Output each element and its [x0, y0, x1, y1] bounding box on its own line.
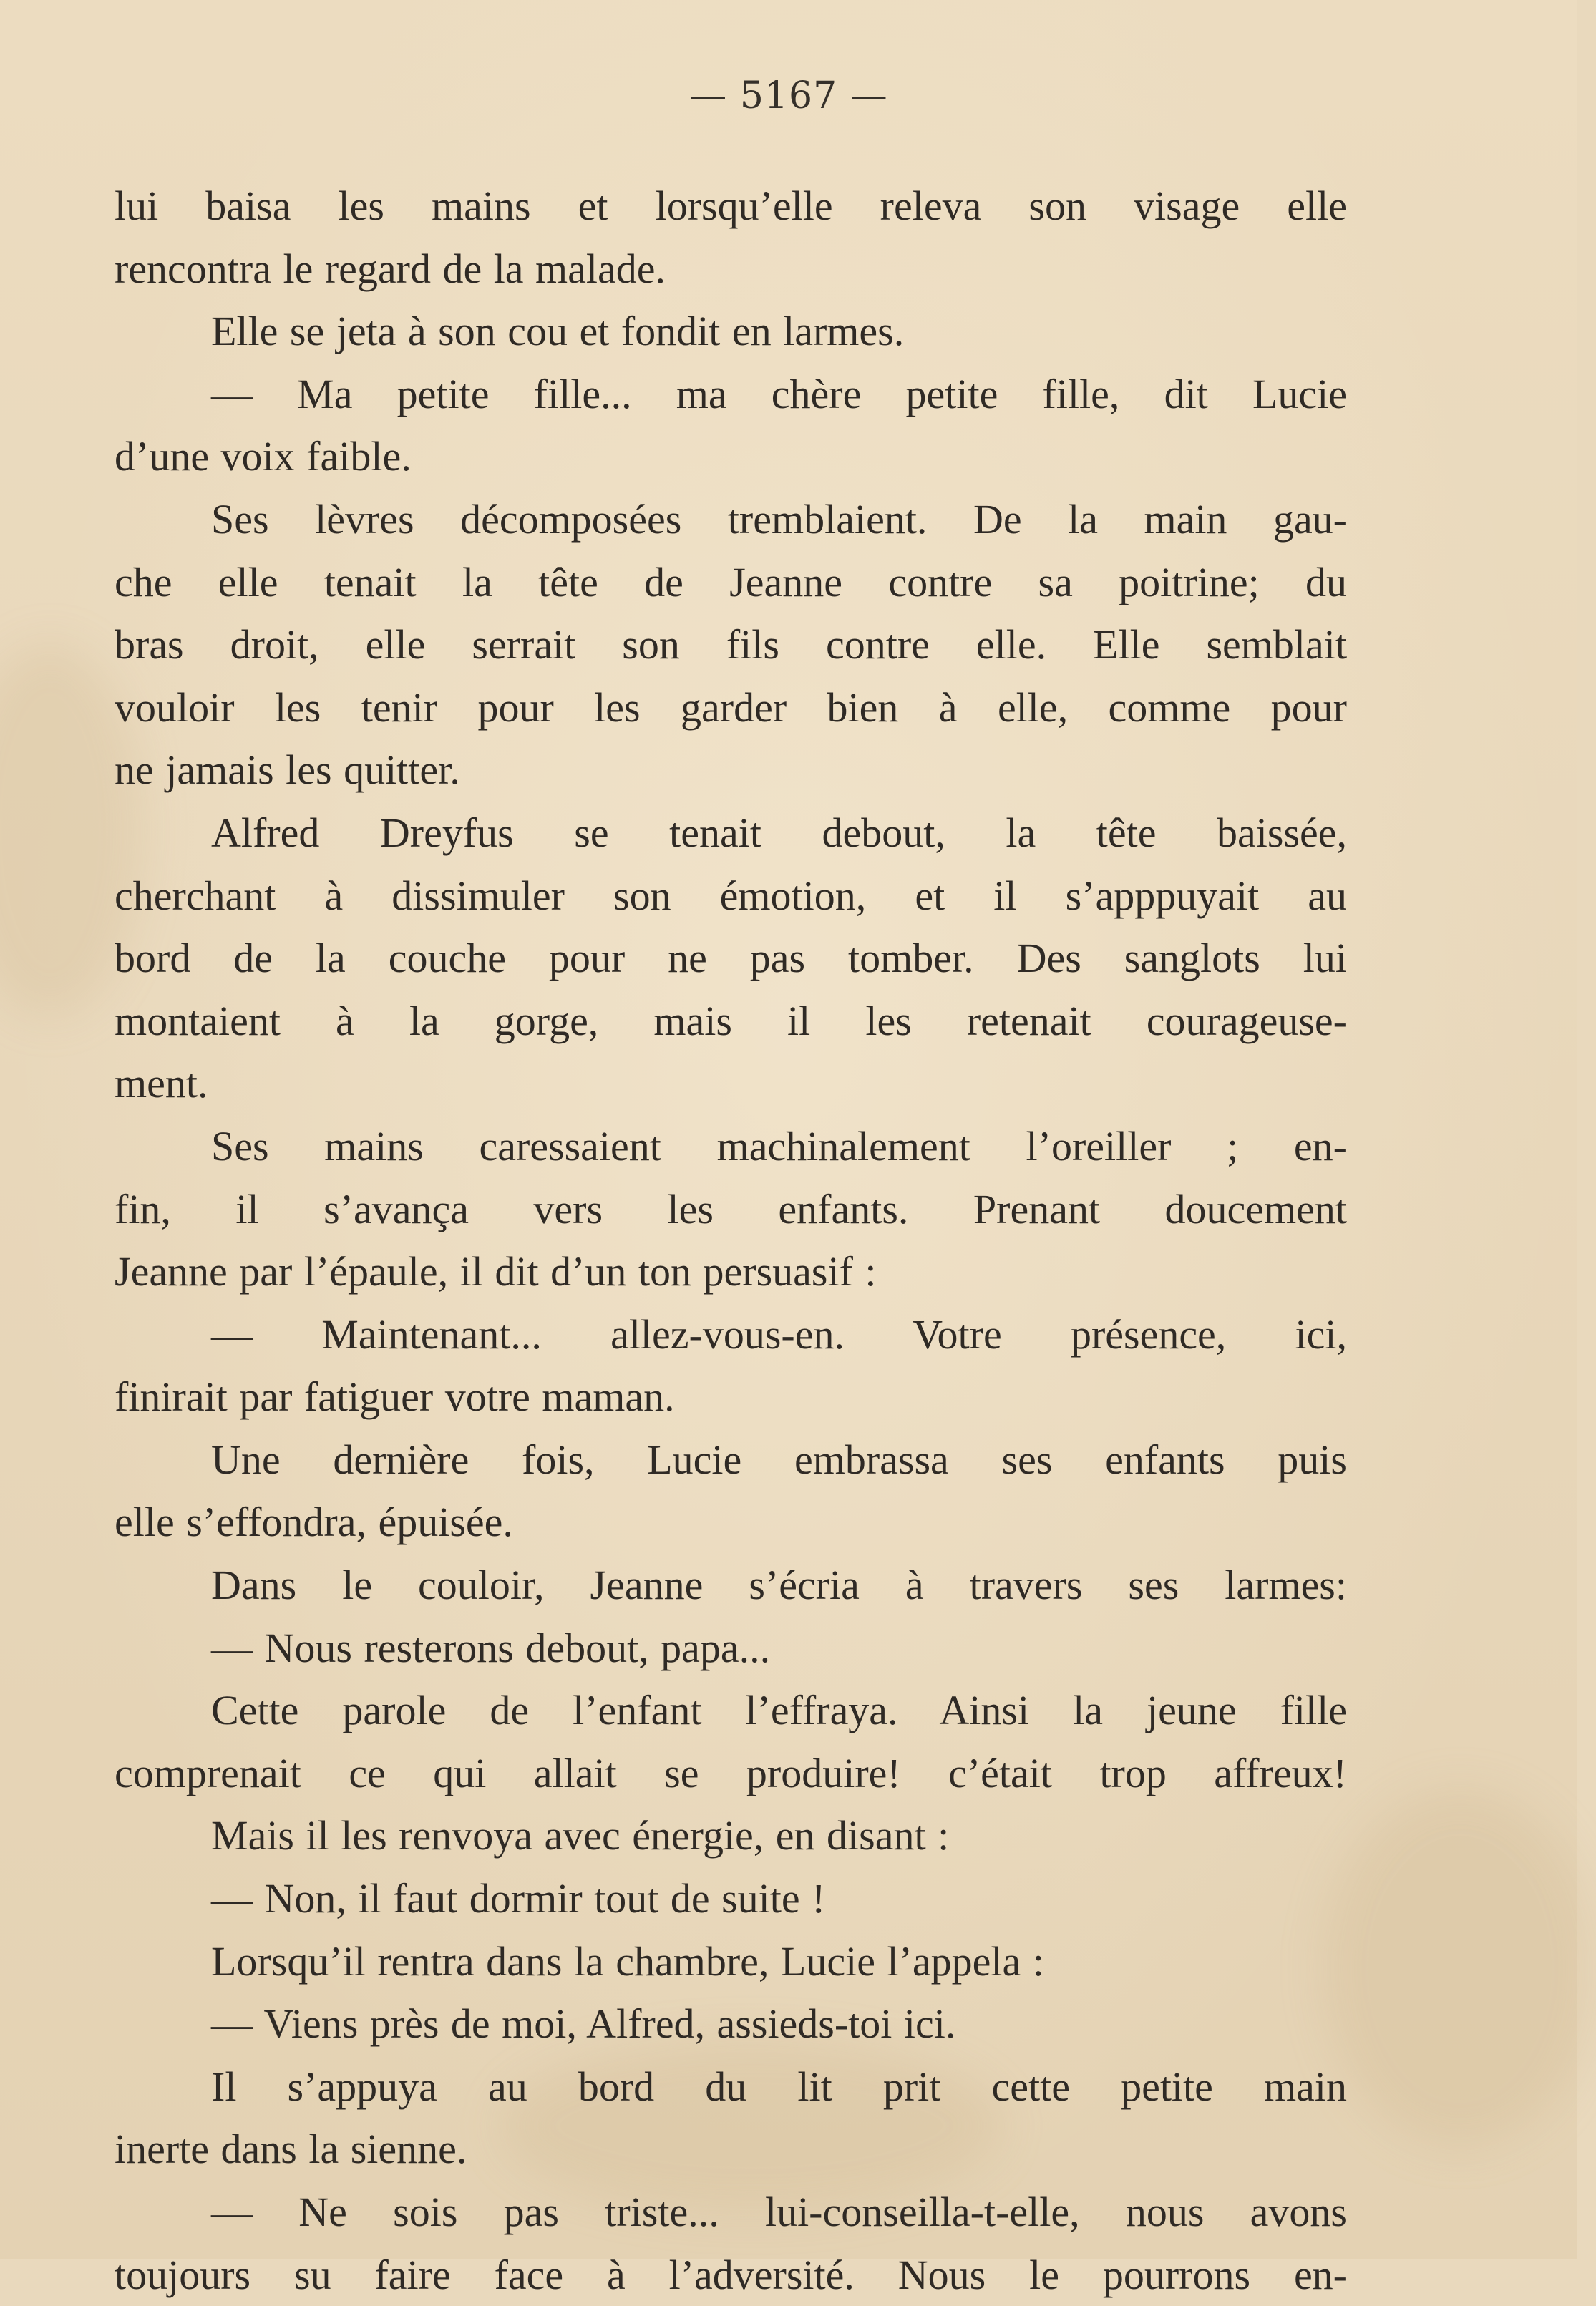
- text-line: elle s’effondra, épuisée.: [115, 1499, 513, 1546]
- text-line: Jeanne par l’épaule, il dit d’un ton persuasif :: [115, 1248, 877, 1295]
- text-line: Alfred Dreyfus se tenait debout, la tête baissée,: [211, 809, 1347, 856]
- text-line: Lorsqu’il rentra dans la chambre, Lucie l’appela :: [211, 1937, 1044, 1985]
- text-line: ment.: [115, 1060, 208, 1107]
- text-line: Cette parole de l’enfant l’effraya. Ainsi la jeune fille: [211, 1687, 1347, 1734]
- text-line: bord de la couche pour ne pas tomber. Des sanglots lui: [115, 935, 1347, 982]
- text-line: vouloir les tenir pour les garder bien à elle, comme pour: [115, 683, 1347, 731]
- text-line: bras droit, elle serrait son fils contre elle. Elle semblait: [115, 621, 1347, 668]
- text-line: Elle se jeta à son cou et fondit en larmes.: [211, 308, 905, 355]
- text-line: Une dernière fois, Lucie embrassa ses enfants puis: [211, 1436, 1347, 1483]
- text-line: fin, il s’avança vers les enfants. Prenant doucement: [115, 1185, 1347, 1232]
- text-line: lui baisa les mains et lorsqu’elle releva son visage elle: [115, 183, 1347, 229]
- page-number: — 5167 —: [689, 74, 888, 117]
- text-line: rencontra le regard de la malade.: [115, 245, 666, 292]
- text-line: comprenait ce qui allait se produire! c’était trop affreux!: [115, 1749, 1347, 1796]
- text-line: montaient à la gorge, mais il les retenait courageuse-: [115, 997, 1347, 1044]
- text-line: che elle tenait la tête de Jeanne contre sa poitrine; du: [115, 558, 1347, 605]
- text-line: finirait par fatiguer votre maman.: [115, 1373, 675, 1421]
- text-line: — Maintenant... allez-vous-en. Votre présence, ici,: [211, 1310, 1347, 1358]
- text-line: ne jamais les quitter.: [115, 746, 460, 794]
- text-line: d’une voix faible.: [115, 433, 412, 480]
- text-line: Mais il les renvoya avec énergie, en disant :: [211, 1812, 950, 1859]
- text-line: Ses mains caressaient machinalement l’oreiller ; en-: [211, 1122, 1347, 1169]
- text-line: Dans le couloir, Jeanne s’écria à travers ses larmes:: [211, 1562, 1347, 1609]
- text-line: — Ma petite fille... ma chère petite fille, dit Lucie: [211, 370, 1347, 417]
- text-line: cherchant à dissimuler son émotion, et il s’apppuyait au: [115, 872, 1347, 919]
- text-line: — Non, il faut dormir tout de suite !: [211, 1875, 826, 1922]
- text-line: Il s’appuya au bord du lit prit cette petite main: [211, 2063, 1347, 2110]
- body-text: [115, 175, 1347, 2306]
- text-line: — Viens près de moi, Alfred, assieds-toi ici.: [211, 2000, 956, 2048]
- text-line: inerte dans la sienne.: [115, 2126, 467, 2173]
- text-line: — Ne sois pas triste... lui-conseilla-t-elle, nous avons: [211, 2189, 1347, 2235]
- text-line: Ses lèvres décomposées tremblaient. De la main gau-: [211, 495, 1347, 543]
- text-line: toujours su faire face à l’adversité. Nous le pourrons en-: [115, 2251, 1347, 2298]
- text-line: — Nous resterons debout, papa...: [211, 1624, 771, 1671]
